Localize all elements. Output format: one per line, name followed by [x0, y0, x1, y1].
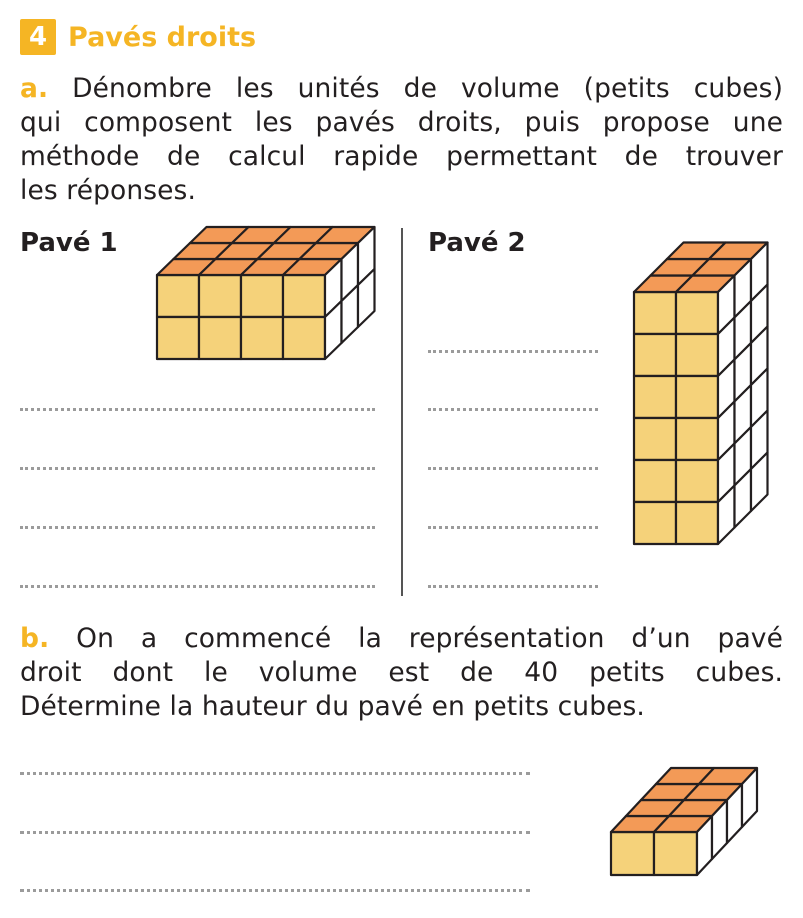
- pave-1-label: Pavé 1: [20, 228, 118, 258]
- part-a-line-4: les réponses.: [20, 175, 196, 206]
- part-b-label: b.: [20, 623, 50, 654]
- part-a-label: a.: [20, 73, 49, 104]
- front-cube: [654, 832, 697, 875]
- part-b-line-1: On a commencé la représentation d’un pavé: [76, 623, 783, 654]
- exercise-title-text: Pavés droits: [68, 21, 257, 53]
- part-a-line-1: Dénombre les unités de volume (petits cubes): [72, 73, 784, 104]
- part-b-line-2: droit dont le volume est de 40 petits cubes.: [20, 657, 783, 688]
- part-a-line-3: méthode de calcul rapide permettant de trouver: [20, 141, 783, 172]
- pave-2-label: Pavé 2: [428, 228, 526, 258]
- part-a-line-2: qui composent les pavés droits, puis propose une: [20, 107, 783, 138]
- exercise-number: 4: [20, 19, 56, 55]
- part-b-line-3: Détermine la hauteur du pavé en petits cubes.: [20, 691, 645, 722]
- front-cube: [611, 832, 654, 875]
